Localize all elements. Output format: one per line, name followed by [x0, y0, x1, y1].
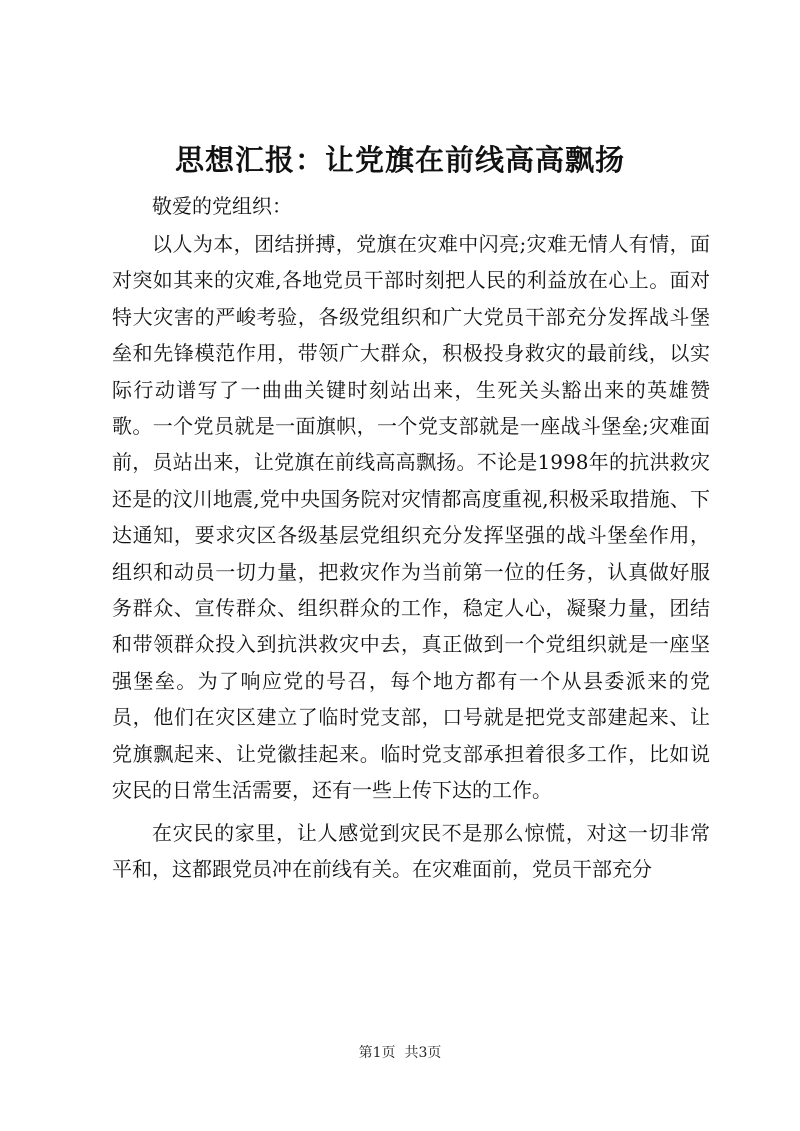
paragraph-1: 以人为本，团结拼搏，党旗在灾难中闪亮;灾难无情人有情，面对突如其来的灾难,各地党员干部时刻把人民的利益放在心上。面对特大灾害的严峻考验，各级党组织和广大党员干部充分发挥战斗堡垒和先锋模范作用，带领广大群众，积极投身救灾的最前线，以实际行动谱写了一曲曲关键时刻站出来，生死关头豁出来的英雄赞歌。一个党员就是一面旗帜，一个党支部就是一座战斗堡垒;灾难面前，员站出来，让党旗在前线高高飘扬。不论是1998年的抗洪救灾还是的汶川地震,党中央国务院对灾情都高度重视,积极采取措施、下达通知，要求灾区各级基层党组织充分发挥坚强的战斗堡垒作用，组织和动员一切力量，把救灾作为当前第一位的任务，认真做好服务群众、宣传群众、组织群众的工作，稳定人心，凝聚力量，团结和带领群众投入到抗洪救灾中去，真正做到一个党组织就是一座坚强堡垒。为了响应党的号召，每个地方都有一个从县委派来的党员，他们在灾区建立了临时党支部，口号就是把党支部建起来、让党旗飘起来、让党徽挂起来。临时党支部承担着很多工作，比如说灾民的日常生活需要，还有一些上传下达的工作。: [112, 232, 710, 803]
paragraph-2: 在灾民的家里，让人感觉到灾民不是那么惊慌，对这一切非常平和，这都跟党员冲在前线有关。在灾难面前，党员干部充分: [112, 820, 710, 881]
document-title: 思想汇报：让党旗在前线高高飘扬: [174, 143, 625, 177]
salutation: 敬爱的党组织：: [152, 194, 292, 218]
document-body: [112, 190, 710, 887]
page-footer: [0, 1044, 800, 1062]
page-number-label: 第1页 共3页: [358, 1045, 442, 1061]
